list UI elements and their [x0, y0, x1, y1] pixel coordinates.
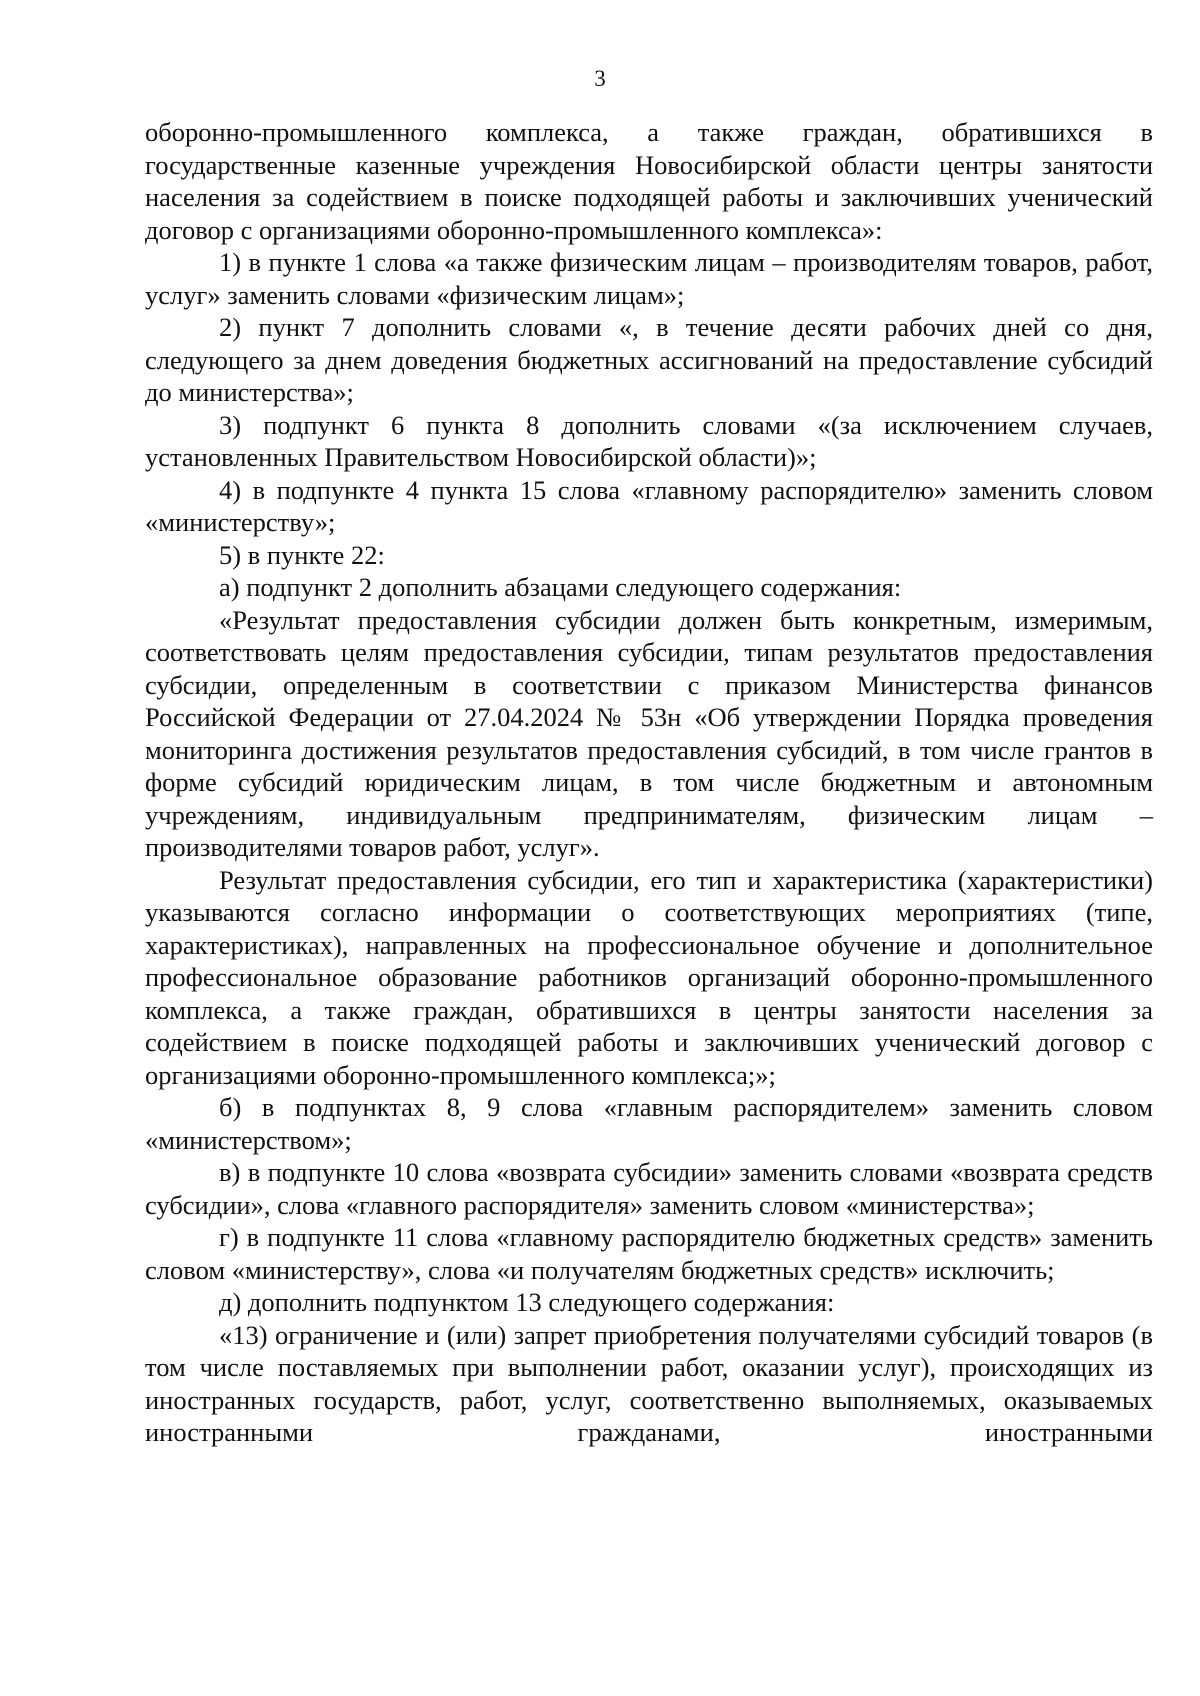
paragraph: д) дополнить подпунктом 13 следующего содержания:	[219, 1287, 835, 1317]
paragraph: 1) в пункте 1 слова «а также физическим лицам – производителям товаров, работ, услуг» заменить словами «физическим лицам»;	[145, 247, 1153, 310]
paragraph: «13) ограничение и (или) запрет приобретения получателями субсидий товаров (в том числе поставляемых при выполнении работ, оказании услуг), происходящих из иностранных государств, работ, услуг, соответственно выполняемых, оказываемых иностранными гражданами, иностранными	[145, 1319, 1153, 1447]
paragraph: 4) в подпункте 4 пункта 15 слова «главному распорядителю» заменить словом «министерству»;	[145, 474, 1153, 537]
paragraph: г) в подпункте 11 слова «главному распорядителю бюджетных средств» заменить словом «министерству», слова «и получателям бюджетных средств» исключить;	[145, 1222, 1153, 1285]
page-number: 3	[594, 66, 606, 91]
paragraph: оборонно-промышленного комплекса, а также граждан, обратившихся в государственные казенные учреждения Новосибирской области центры занятости населения за содействием в поиске подходящей работы и заключивших ученический договор с организациями оборонно-промышленного комплекса»:	[145, 117, 1153, 245]
paragraph: «Результат предоставления субсидии должен быть конкретным, измеримым, соответствовать целям предоставления субсидии, типам результатов предоставления субсидии, определенным в соответствии с приказом Министерства финансов Российской Федерации от 27.04.2024 № 53н «Об утверждении Порядка проведения мониторинга достижения результатов предоставления субсидий, в том числе грантов в форме субсидий юридическим лицам, в том числе бюджетным и автономным учреждениям, индивидуальным предпринимателям, физическим лицам – производителями товаров работ, услуг».	[145, 604, 1153, 862]
paragraph: б) в подпунктах 8, 9 слова «главным распорядителем» заменить словом «министерством»;	[145, 1092, 1153, 1155]
paragraph: 5) в пункте 22:	[219, 539, 385, 570]
paragraph: 3) подпункт 6 пункта 8 дополнить словами «(за исключением случаев, установленных Правительством Новосибирской области)»;	[145, 409, 1153, 472]
paragraph: 2) пункт 7 дополнить словами «, в течение десяти рабочих дней со дня, следующего за днем доведения бюджетных ассигнований на предоставление субсидий до министерства»;	[145, 312, 1153, 407]
paragraph: Результат предоставления субсидии, его тип и характеристика (характеристики) указываются согласно информации о соответствующих мероприятиях (типе, характеристиках), направленных на профессиональное обучение и дополнительное профессиональное образование работников организаций оборонно-промышленного комплекса, а также граждан, обратившихся в центры занятости населения за содействием в поиске подходящей работы и заключивших ученический договор с организациями оборонно-промышленного комплекса;»;	[145, 864, 1153, 1090]
paragraph: в) в подпункте 10 слова «возврата субсидии» заменить словами «возврата средств субсидии», слова «главного распорядителя» заменить словом «министерства»;	[145, 1157, 1153, 1220]
document-body	[145, 116, 1153, 1449]
paragraph: а) подпункт 2 дополнить абзацами следующего содержания:	[219, 572, 902, 602]
